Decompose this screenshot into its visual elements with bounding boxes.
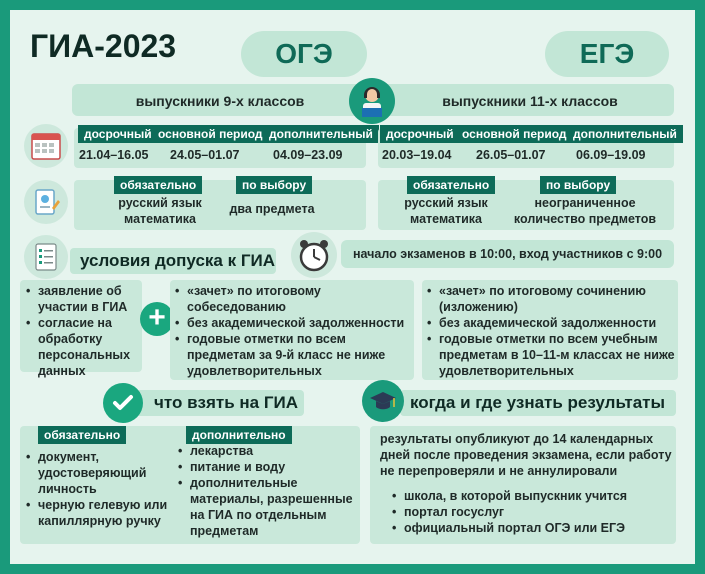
admission-oge-list <box>175 283 413 379</box>
bring-additional-item: • лекарства <box>178 443 358 459</box>
oge-mandatory-label: обязательно <box>114 176 202 194</box>
ege-period-main: 26.05–01.07 <box>476 148 546 162</box>
graduation-cap-icon <box>362 380 404 422</box>
plus-icon: + <box>140 302 174 336</box>
ege-mandatory-subject-2: математика <box>410 212 482 226</box>
calendar-icon <box>24 124 68 168</box>
results-place-item: • портал госуслуг <box>392 504 672 520</box>
admission-heading: условия допуска к ГИА <box>70 248 276 274</box>
bring-mandatory-label: обязательно <box>38 426 126 444</box>
admission-general-list <box>26 283 138 379</box>
ege-mandatory-subject-1: русский язык <box>404 196 488 210</box>
admission-ege-item: • «зачет» по итоговому сочинению (изложению) <box>427 283 677 315</box>
graduates-ege: выпускники 11-х классов <box>442 93 618 109</box>
student-icon <box>349 78 395 124</box>
oge-optional-subjects: два предмета <box>229 202 315 216</box>
results-heading: когда и где узнать результаты <box>400 390 676 416</box>
oge-period-extra: 04.09–23.09 <box>273 148 343 162</box>
oge-period-early-label: досрочный <box>78 125 158 143</box>
results-text: результаты опубликуют до 14 календарных дней после проведения экзамена, если работу не перепроверяли и не аннулировали <box>380 432 672 478</box>
admission-oge-item: • «зачет» по итоговому собеседованию <box>175 283 413 315</box>
bring-heading: что взять на ГИА <box>130 390 304 416</box>
oge-period-main: 24.05–01.07 <box>170 148 240 162</box>
admission-ege-list <box>427 283 677 379</box>
oge-optional-label: по выбору <box>236 176 312 194</box>
admission-general-item: • согласие на обработку персональных данных <box>26 315 138 379</box>
oge-period-extra-label: дополнительный <box>263 125 379 143</box>
oge-mandatory-subject-2: математика <box>124 212 196 226</box>
oge-mandatory-subject-1: русский язык <box>118 196 202 210</box>
oge-period-main-label: основной период <box>152 125 269 143</box>
results-place-item: • школа, в которой выпускник учится <box>392 488 672 504</box>
graduates-oge: выпускники 9-х классов <box>135 93 305 109</box>
start-time-text: начало экзаменов в 10:00, вход участников с 9:00 <box>352 247 663 261</box>
results-place-item: • официальный портал ОГЭ или ЕГЭ <box>392 520 672 536</box>
ege-badge: ЕГЭ <box>545 31 669 77</box>
ege-period-extra-label: дополнительный <box>567 125 683 143</box>
admission-oge-item: • годовые отметки по всем предметам за 9-й класс не ниже удовлетворительных <box>175 331 413 379</box>
document-icon <box>24 180 68 224</box>
bring-mandatory-list <box>26 449 178 529</box>
check-icon <box>103 383 143 423</box>
oge-badge: ОГЭ <box>241 31 367 77</box>
admission-ege-item: • годовые отметки по всем учебным предметам в 10–11-м классах не ниже удовлетворительных <box>427 331 677 379</box>
ege-period-early: 20.03–19.04 <box>382 148 452 162</box>
results-places-list <box>392 488 672 536</box>
alarm-clock-icon <box>291 232 337 278</box>
bring-mandatory-item: • черную гелевую или капиллярную ручку <box>26 497 178 529</box>
bring-additional-list <box>178 443 358 539</box>
ege-mandatory-label: обязательно <box>407 176 495 194</box>
admission-ege-item: • без академической задолженности <box>427 315 677 331</box>
bring-mandatory-item: • документ, удостоверяющий личность <box>26 449 178 497</box>
ege-optional-subjects-1: неограниченное <box>534 196 636 210</box>
ege-period-early-label: досрочный <box>380 125 460 143</box>
ege-optional-label: по выбору <box>540 176 616 194</box>
page-title: ГИА-2023 <box>30 28 177 64</box>
ege-period-extra: 06.09–19.09 <box>576 148 646 162</box>
admission-general-item: • заявление об участии в ГИА <box>26 283 138 315</box>
bring-additional-item: • питание и воду <box>178 459 358 475</box>
admission-oge-item: • без академической задолженности <box>175 315 413 331</box>
bring-additional-item: • дополнительные материалы, разрешенные на ГИА по отдельным предметам <box>178 475 358 539</box>
bring-additional-label: дополнительно <box>186 426 292 444</box>
ege-period-main-label: основной период <box>456 125 573 143</box>
ege-optional-subjects-2: количество предметов <box>513 212 657 226</box>
oge-period-early: 21.04–16.05 <box>79 148 149 162</box>
checklist-icon <box>24 235 68 279</box>
